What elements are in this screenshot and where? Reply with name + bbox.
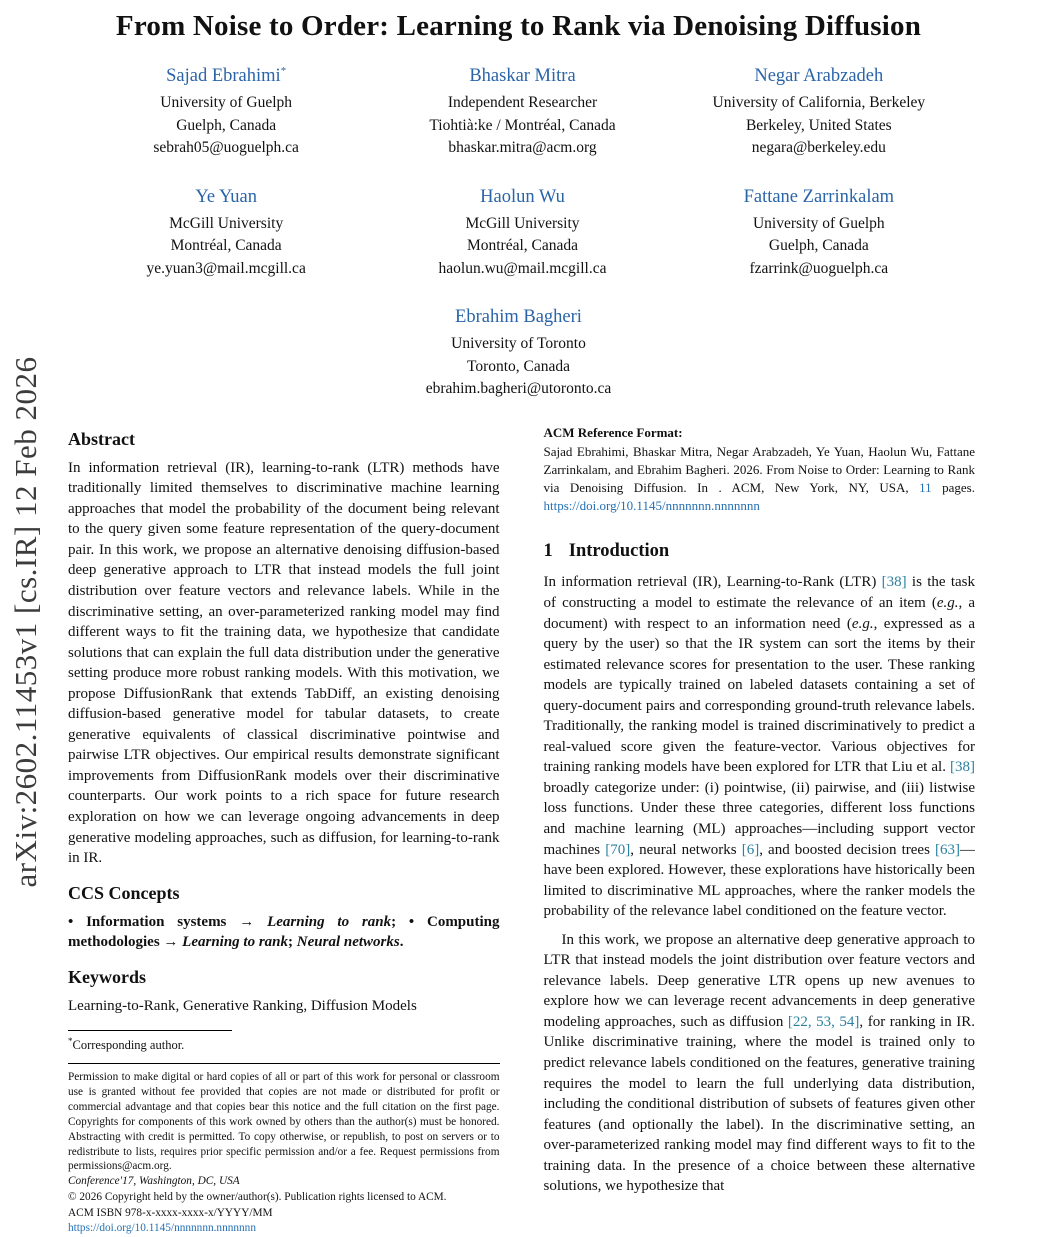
author-name: Ye Yuan [195, 186, 257, 207]
left-column-spacer [68, 1016, 500, 1029]
author-location: Toronto, Canada [466, 357, 571, 375]
author-location: Guelph, Canada [176, 116, 277, 134]
section-number: 1 [543, 541, 553, 562]
author-email: sebrah05@uoguelph.ca [153, 139, 299, 157]
author-email: ye.yuan3@mail.mcgill.ca [146, 259, 306, 277]
introduction-heading [544, 541, 976, 562]
citation-link[interactable]: [38] [950, 759, 975, 776]
copyright-rule [68, 1063, 500, 1064]
author-name: Fattane Zarrinkalam [743, 186, 895, 207]
ccs-heading: CCS Concepts [68, 882, 180, 903]
author-block [374, 65, 670, 160]
author-name: Bhaskar Mitra [469, 66, 576, 87]
permission-statement: Permission to make digital or hard copies of all or part of this work for personal or classroom use is granted without fee provided that copies are not made or distributed for profit or commercial advantage and that copies bear this notice and the full citation on the first page. Copyrights for components of this work owned by others than the author(s) must be honored. Abstracting with credit is permitted. To copy otherwise, or republish, to post on servers or to redistribute to lists, requires prior specific permission and/or a fee. Request permissions from permissions@acm.org. [68, 1071, 500, 1173]
author-affiliation: University of Guelph [160, 94, 293, 112]
citation-link[interactable]: [22, 53, 54] [787, 1013, 860, 1030]
footnote-rule [68, 1030, 232, 1031]
author-affiliation: University of Guelph [752, 214, 885, 232]
arxiv-sidebar-banner: arXiv:2602.11453v1 [cs.IR] 12 Feb 2026 [8, 356, 43, 888]
author-block [78, 186, 374, 281]
conference-line: Conference'17, Washington, DC, USA [68, 1175, 240, 1188]
author-block [374, 186, 670, 281]
citation-link[interactable]: [6] [741, 841, 760, 858]
author-email: negara@berkeley.edu [751, 139, 886, 157]
citation-link[interactable]: [70] [605, 841, 631, 858]
acm-reference-heading: ACM Reference Format: [543, 424, 683, 440]
left-column [68, 425, 500, 1237]
acm-reference-text: Sajad Ebrahimi, Bhaskar Mitra, Negar Arabzadeh, Ye Yuan, Haolun Wu, Fattane Zarrinkalam, and Ebrahim Bagheri. 2026. From Noise to Order: Learning to Rank via Denoising Diffusion. In . ACM, New York, NY, USA, 11 pages. https://doi.org/10.1145/nnnnnnn.nnnnnnn [543, 443, 975, 514]
author-email: haolun.wu@mail.mcgill.ca [438, 259, 607, 277]
abstract-text: In information retrieval (IR), learning-to-rank (LTR) methods have traditionally limited themselves to discriminative machine learning approaches that model the probability of the document being relevant to the query given some feature representation of the query-document pair. In this work, we propose an alternative denoising diffusion-based deep generative approach to LTR that instead models the full joint distribution over feature vectors and relevance labels. While in the discriminative setting, an over-parameterized ranking model may find different ways to fit the training data, we hypothesize that candidate solutions that can explain the full data distribution under the generative setting produce more robust ranking models. With this motivation, we propose DiffusionRank that extends TabDiff, an existing denoising diffusion-based generative model for tabular datasets, to create generative equivalents of classical discriminative pointwise and pairwise LTR objectives. Our empirical results demonstrate significant improvements from DiffusionRank models over their discriminative counterparts. Our work points to a rich space for future research exploration on how we can leverage ongoing advancements in deep generative modeling approaches, such as diffusion, for learning-to-rank in IR. [68, 459, 500, 867]
author-location: Tiohtià:ke / Montréal, Canada [429, 116, 616, 134]
author-affiliation: University of California, Berkeley [712, 94, 926, 112]
author-name: Ebrahim Bagheri [455, 307, 582, 328]
author-block [671, 65, 967, 160]
author-name: Haolun Wu [480, 186, 565, 207]
ccs-text: • Information systems → Learning to rank; • Computing methodologies → Learning to rank; Neural networks. [68, 913, 500, 951]
author-affiliation: University of Toronto [451, 335, 586, 353]
authors-grid [78, 65, 967, 280]
doi-link[interactable]: https://doi.org/10.1145/nnnnnnn.nnnnnnn [68, 1222, 256, 1235]
corresponding-author-mark: * [280, 65, 287, 77]
author-name: Sajad Ebrahimi* [166, 65, 287, 87]
author-email: fzarrink@uoguelph.ca [749, 259, 889, 277]
paper-header [0, 0, 1037, 401]
author-block [0, 306, 1037, 401]
corresponding-author-footnote: *Corresponding author. [68, 1035, 185, 1052]
author-affiliation: Independent Researcher [447, 94, 598, 112]
two-column-body [68, 425, 975, 1237]
citation-link[interactable]: [38] [881, 574, 907, 591]
author-name: Negar Arabzadeh [754, 66, 884, 87]
author-affiliation: McGill University [169, 214, 284, 232]
author-block [671, 186, 967, 281]
citation-link[interactable]: [63] [935, 841, 960, 858]
isbn-line: ACM ISBN 978-x-xxxx-xxxx-x/YYYY/MM [68, 1206, 273, 1219]
right-column [544, 425, 976, 1237]
introduction-paragraph-2: In this work, we propose an alternative deep generative approach to LTR that instead models the joint distribution over feature vectors and relevance labels. Deep generative LTR opens up new avenues to explore how we can leverage recent advancements in deep generative modeling approaches, such as diffusion [22, 53, 54], for ranking in IR. Unlike discriminative training, where the model is trained only to predict relevance labels conditioned on the features, generative training requires the model to learn the full underlying data distribution, including the conditional distribution of subsets of features given other features (and optionally the label). In the discriminative setting, an over-parameterized ranking model may find different ways to fit to the training data. In the presence of a choice between these alternative solutions, we hypothesize that [543, 931, 975, 1195]
author-location: Guelph, Canada [768, 237, 869, 255]
paper-title: From Noise to Order: Learning to Rank via Denoising Diffusion [115, 10, 922, 42]
author-block [78, 65, 374, 160]
author-location: Montréal, Canada [170, 237, 282, 255]
abstract-heading: Abstract [68, 428, 135, 449]
author-affiliation: McGill University [465, 214, 580, 232]
hyperlink[interactable]: https://doi.org/10.1145/nnnnnnn.nnnnnnn [543, 498, 760, 514]
author-email: bhaskar.mitra@acm.org [448, 139, 597, 157]
copyright-line: © 2026 Copyright held by the owner/author(s). Publication rights licensed to ACM. [68, 1190, 447, 1203]
keywords-heading: Keywords [68, 966, 146, 987]
author-location: Berkeley, United States [745, 116, 892, 134]
section-title: Introduction [568, 541, 670, 562]
author-email: ebrahim.bagheri@utoronto.ca [425, 380, 612, 398]
introduction-paragraph-1: In information retrieval (IR), Learning-to-Rank (LTR) [38] is the task of constructing a model to estimate the relevance of an item (e.g., a document) with respect to an information need (e.g., expressed as a query by the user) so that the IR system can sort the items by their estimated relevance scores for presentation to the user. These ranking models are typically trained on labeled datasets containing a set of query-document pairs and corresponding ground-truth relevance labels. Traditionally, the ranking model is trained discriminatively to predict a real-valued score given the feature-vector. Various objectives for training ranking models have been explored for LTR that Liu et al. [38] broadly categorize under: (i) pointwise, (ii) pairwise, and (iii) listwise loss functions. Under these three categories, different loss functions and machine learning (ML) approaches—including support vector machines [70], neural networks [6], and boosted decision trees [63]—have been explored. However, these explorations have historically been limited to discriminative ML approaches, where the ranker models the probability of the relevance label conditioned on the feature vector. [543, 574, 975, 920]
keywords-text: Learning-to-Rank, Generative Ranking, Diffusion Models [68, 997, 417, 1014]
hyperlink[interactable]: 11 [919, 480, 932, 496]
author-location: Montréal, Canada [466, 237, 579, 255]
author-center-row [0, 306, 1037, 401]
